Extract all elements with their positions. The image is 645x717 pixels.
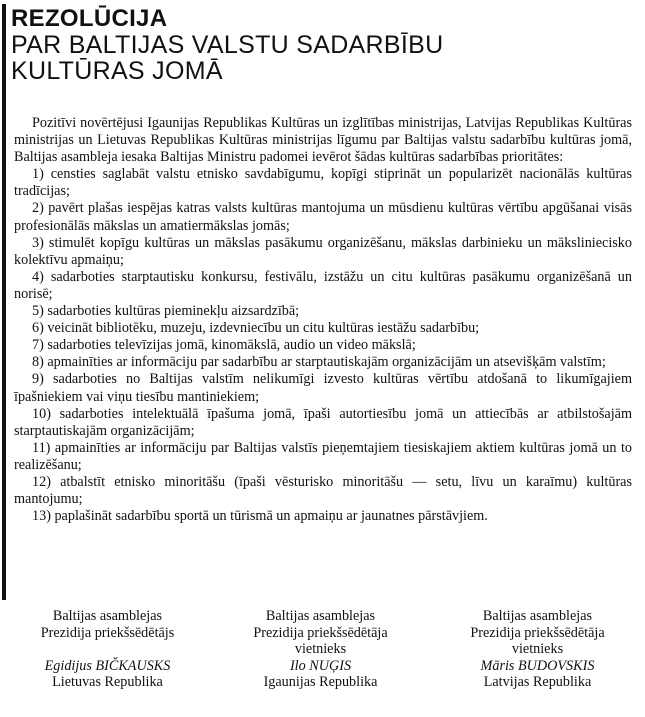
signatory-position-cont: vietnieks <box>294 641 347 658</box>
document-subtitle-line-2: KULTŪRAS JOMĀ <box>11 57 223 85</box>
priority-item-1: 1) censties saglabāt valstu etnisko savdabīgumu, kopīgi stiprināt un popularizēt nacionālās kultūras tradīcijas; <box>14 166 632 200</box>
priority-item-8: 8) apmainīties ar informāciju par sadarbību ar starptautiskajām organizācijām un atsevišķām valstīm; <box>32 354 606 371</box>
priority-item-11: 11) apmainīties ar informāciju par Baltijas valstīs pieņemtajiem tiesiskajiem aktiem kultūras jomā un to realizēšanu; <box>14 439 632 473</box>
priority-item-6: 6) veicināt bibliotēku, muzeju, izdevniecību un citu kultūras iestāžu sadarbību; <box>32 320 480 337</box>
resolution-body <box>14 115 632 525</box>
signatory-country: Latvijas Republika <box>483 674 592 691</box>
priority-item-2: 2) pavērt plašas iespējas katras valsts kultūras mantojuma un mūsdienu kultūras vērtību apgūšanai visās profesionālās mākslas un amatiermākslas jomās; <box>14 200 632 234</box>
signatory-country: Lietuvas Republika <box>52 674 163 691</box>
signature-block <box>0 608 645 708</box>
document-title: REZOLŪCIJA <box>11 5 168 32</box>
intro-paragraph: Pozitīvi novērtējusi Igaunijas Republikas Kultūras un izglītības ministrijas, Latvijas Republikas Kultūras ministrijas un Lietuvas Republikas Kultūras ministrijas līgumu par Baltijas valstu sadarbību kultūras jomā, Baltijas asambleja iesaka Baltijas Ministru padomei ievērot šādas kultūras sadarbības prioritātes: <box>14 115 632 166</box>
priority-item-12: 12) atbalstīt etnisko minoritāšu (īpaši vēsturisko minoritāšu — setu, līvu un karaīmu) kultūras mantojumu; <box>14 473 632 508</box>
priority-item-9: 9) sadarboties no Baltijas valstīm nelikumīgi izvesto kultūras vērtību atdošanā to likumīgajiem īpašniekiem vai viņu tiesību mantiniekiem; <box>14 371 632 405</box>
priority-item-13: 13) paplašināt sadarbību sportā un tūrismā un apmaiņu ar jaunatnes pārstāvjiem. <box>32 508 488 525</box>
signatory-country: Igaunijas Republika <box>263 674 378 691</box>
signatory-name: Egidijus BIČKAUSKS <box>44 657 171 674</box>
signatory-position: Prezidija priekšsēdētāja <box>253 624 388 641</box>
document-subtitle-line-1: PAR BALTIJAS VALSTU SADARBĪBU <box>11 31 444 59</box>
signatory-position-cont: vietnieks <box>511 641 564 658</box>
signatory-org: Baltijas asamblejas <box>52 608 163 624</box>
priority-item-4: 4) sadarboties starptautisku konkursu, festivālu, izstāžu un citu kultūras pasākumu organizēšanā un norisē; <box>14 268 632 302</box>
signatory-latvia <box>430 608 645 691</box>
signatory-name: Ilo NUĢIS <box>289 657 352 674</box>
signatory-position: Prezidija priekšsēdētājs <box>40 624 175 641</box>
left-margin-rule <box>2 4 6 600</box>
priority-item-7: 7) sadarboties televīzijas jomā, kinomākslā, audio un video mākslā; <box>32 337 416 354</box>
priority-item-5: 5) sadarboties kultūras pieminekļu aizsardzībā; <box>32 303 300 320</box>
signatory-estonia <box>213 608 428 691</box>
signatory-org: Baltijas asamblejas <box>482 608 593 624</box>
signatory-position-cont <box>0 641 215 658</box>
priority-item-3: 3) stimulēt kopīgu kultūras un mākslas pasākumu organizēšanu, mākslas darbinieku un mākslinieciskо kolektīvu apmaiņu; <box>14 234 632 268</box>
signatory-name: Māris BUDOVSKIS <box>480 657 595 674</box>
signatory-position: Prezidija priekšsēdētāja <box>470 624 605 641</box>
priority-item-10: 10) sadarboties intelektuālā īpašuma jomā, īpaši autortiesību jomā un attiecībās ar atbilstošajām starptautiskajām organizācijām; <box>14 405 632 439</box>
signatory-lithuania <box>0 608 215 691</box>
signatory-org: Baltijas asamblejas <box>265 608 376 624</box>
title-block <box>11 6 631 84</box>
